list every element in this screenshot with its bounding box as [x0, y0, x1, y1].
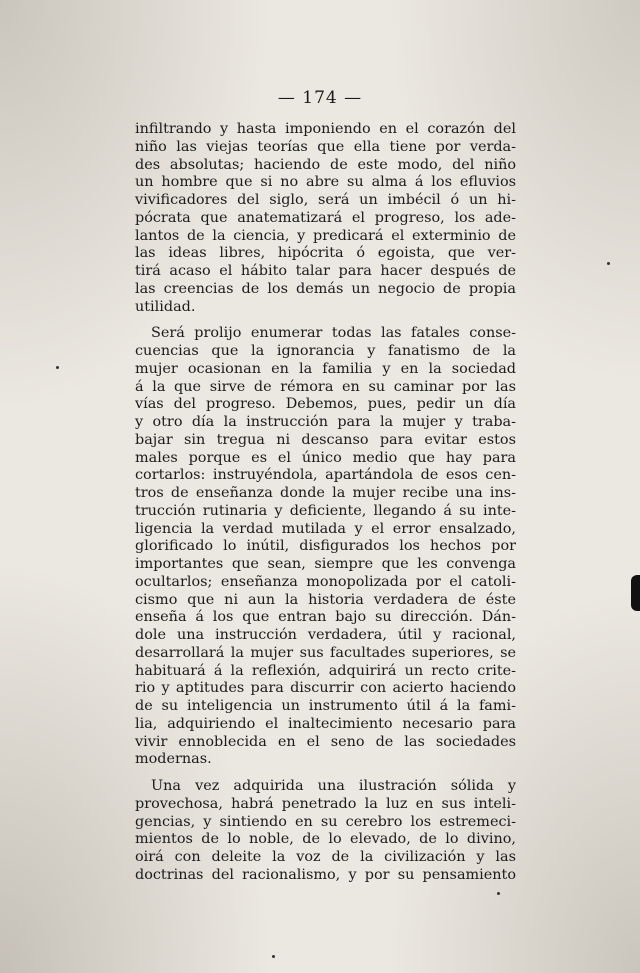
text-line: rio y aptitudes para discurrir con acierto haciendo: [135, 680, 516, 697]
text-line: vías del progreso. Debemos, pues, pedir un día: [135, 396, 516, 413]
text-line: á la que sirve de rémora en su caminar por las: [135, 378, 516, 395]
text-line: infiltrando y hasta imponiendo en el corazón del: [135, 121, 516, 137]
text-line: des absolutas; haciendo de este modo, del niño: [135, 156, 516, 173]
text-line: vivificadores del siglo, será un imbécil ó un hi-: [135, 192, 516, 208]
page-number: — 174 —: [277, 88, 363, 108]
text-line: las creencias de los demás un negocio de propia: [135, 280, 516, 297]
text-line: las ideas libres, hipócrita ó egoista, que ver-: [135, 245, 516, 262]
text-line: enseña á los que entran bajo su dirección. Dán-: [135, 609, 516, 626]
ink-speck: [56, 366, 59, 369]
text-line: lia, adquiriendo el inaltecimiento necesario para: [135, 715, 516, 732]
text-line: glorificado lo inútil, disfigurados los hechos por: [135, 538, 516, 555]
text-line: un hombre que si no abre su alma á los efluvios: [135, 174, 516, 191]
text-line: Será prolijo enumerar todas las fatales conse-: [151, 325, 516, 342]
text-line: cortarlos: instruyéndola, apartándola de esos cen-: [135, 467, 516, 484]
text-line: pócrata que anatematizará el progreso, los ade-: [135, 209, 516, 226]
text-line: niño las viejas teorías que ella tiene por verda-: [135, 138, 516, 155]
text-line: de su inteligencia un instrumento útil á la fami-: [135, 698, 516, 714]
edge-ink-mark: [631, 575, 640, 611]
text-line: utilidad.: [135, 298, 196, 315]
text-line: males porque es el único medio que hay para: [135, 449, 516, 466]
text-line: dole una instrucción verdadera, útil y racional,: [135, 627, 516, 643]
text-line: tros de enseñanza donde la mujer recibe una ins-: [135, 485, 516, 501]
text-line: gencias, y sintiendo en su cerebro los estremeci-: [135, 813, 516, 830]
text-line: importantes que sean, siempre que les convenga: [135, 556, 516, 572]
ink-speck: [497, 892, 500, 895]
body-text: [135, 121, 516, 885]
text-line: vivir ennoblecida en el seno de las sociedades: [135, 733, 516, 750]
text-line: trucción rutinaria y deficiente, llegando á su inte-: [135, 502, 516, 519]
text-line: habituará á la reflexión, adquirirá un recto crite-: [135, 662, 516, 679]
text-line: lantos de la ciencia, y predicará el exterminio de: [135, 227, 516, 244]
text-line: doctrinas del racionalismo, y por su pensamiento: [135, 866, 516, 883]
ink-speck: [272, 955, 275, 958]
text-line: Una vez adquirida una ilustración sólida y: [151, 778, 516, 794]
text-line: cismo que ni aun la historia verdadera de éste: [135, 591, 516, 608]
text-line: ocultarlos; enseñanza monopolizada por el catoli-: [135, 573, 516, 590]
text-line: modernas.: [135, 751, 212, 768]
text-line: y otro día la instrucción para la mujer y traba-: [135, 414, 516, 430]
text-line: tirá acaso el hábito talar para hacer después de: [135, 263, 516, 279]
paragraph-gap: [135, 769, 516, 778]
text-line: mujer ocasionan en la familia y en la sociedad: [135, 360, 516, 377]
text-line: bajar sin tregua ni descanso para evitar estos: [135, 431, 516, 448]
text-line: ligencia la verdad mutilada y el error ensalzado,: [135, 520, 516, 537]
text-line: mientos de lo noble, de lo elevado, de lo divino,: [135, 831, 516, 848]
ink-speck: [607, 262, 610, 265]
text-line: desarrollará la mujer sus facultades superiores, se: [135, 644, 516, 661]
paragraph-gap: [135, 316, 516, 325]
text-line: oirá con deleite la voz de la civilización y las: [135, 849, 516, 865]
text-line: provechosa, habrá penetrado la luz en sus inteli-: [135, 795, 516, 812]
text-line: cuencias que la ignorancia y fanatismo de la: [135, 343, 516, 359]
